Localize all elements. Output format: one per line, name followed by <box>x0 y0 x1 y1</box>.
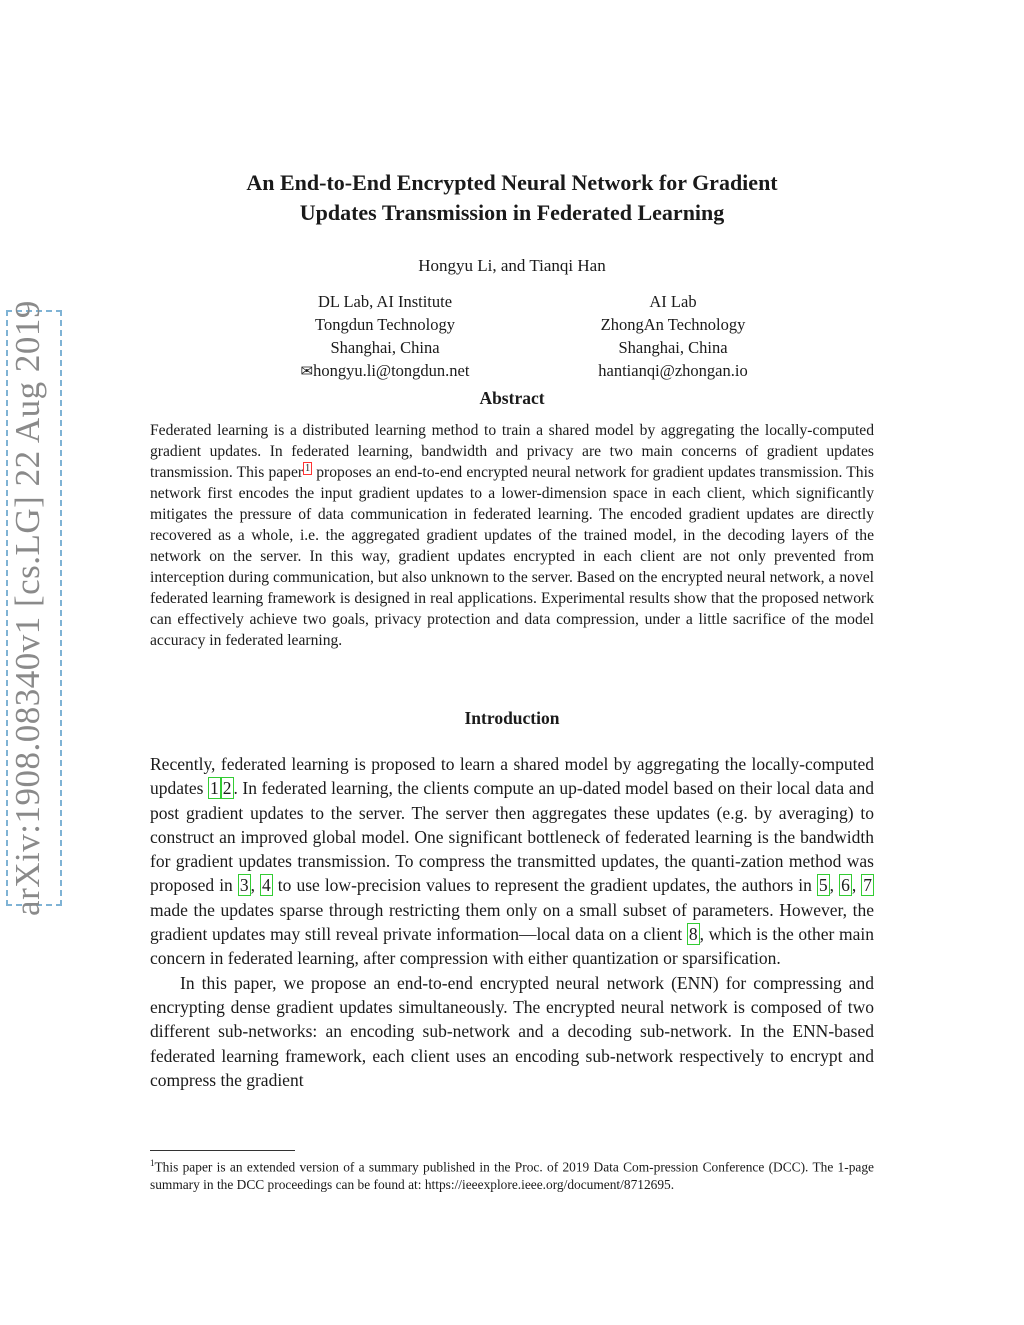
intro-text-span: Recently, federated learning is proposed to learn a shared model by aggregating the locally-computed updates <box>150 754 874 799</box>
affiliation-city: Shanghai, China <box>618 338 728 357</box>
abstract-text-2: proposes an end-to-end encrypted neural network for gradient updates transmission. This network first encodes the input gradient updates to a lower-dimension space in each client, which significantly mitigates the pressure of data communication in federated learning. The encoded gradient updates are directly recovered as a whole, i.e. the aggregated gradient updates of the trained model, in the decoding layers of the network on the server. In this way, gradient updates encrypted in each client are not only prevented from interception during communication, but also unknown to the server. Based on the encrypted neural network, a novel federated learning framework is designed in real applications. Experimental results show that the proposed network can effectively achieve two goals, privacy protection and data compression, under a little sacrifice of the model accuracy in federated learning. <box>150 464 874 649</box>
citation-link[interactable]: 7 <box>863 875 873 896</box>
affiliation-1 <box>255 290 515 384</box>
citation-link[interactable]: 8 <box>688 924 698 945</box>
footnote-ref-link[interactable]: 1 <box>305 462 311 474</box>
introduction-heading: Introduction <box>464 708 560 728</box>
citation-link[interactable]: 6 <box>841 875 850 896</box>
introduction-body <box>150 752 874 1092</box>
intro-text-span: . In federated learning, the clients compute an up-dated model based on their local data and post gradient updates to the server. The server then aggregates these updates (e.g. by averaging) to construct an improved global model. One significant bottleneck of federated learning is the bandwidth for gradient updates transmission. To compress the transmitted updates, the quanti-zation method was proposed in <box>150 778 874 896</box>
title-line-1: An End-to-End Encrypted Neural Network for Gradient <box>246 170 778 195</box>
citation-link[interactable]: 1 <box>210 778 219 799</box>
paper-title <box>150 168 874 228</box>
title-line-2: Updates Transmission in Federated Learning <box>299 200 725 225</box>
affiliation-2 <box>543 290 803 382</box>
citation-link[interactable]: 3 <box>239 875 249 896</box>
affiliation-email[interactable]: hongyu.li@tongdun.net <box>313 361 470 380</box>
citation-link[interactable]: 5 <box>818 875 828 896</box>
intro-paragraph-2: In this paper, we propose an end-to-end encrypted neural network (ENN) for compressing and encrypting dense gradient updates simultaneously. The encrypted neural network is composed of two different sub-networks: an encoding sub-network and a decoding sub-network. In the ENN-based federated learning framework, each client uses an encoding sub-network respectively to encrypt and compress the gradient <box>150 972 874 1090</box>
author-list: Hongyu Li, and Tianqi Han <box>418 256 606 275</box>
affiliation-email-line <box>255 359 515 384</box>
abstract-body <box>150 420 874 651</box>
intro-text-span: , which is the other main concern in federated learning, after compression with either quantization or sparsification. <box>150 924 874 969</box>
affiliation-org: Tongdun Technology <box>315 315 455 334</box>
affiliation-lab: AI Lab <box>649 292 697 311</box>
arxiv-identifier[interactable]: arXiv:1908.08340v1 [cs.LG] 22 Aug 2019 <box>8 300 47 916</box>
abstract-heading: Abstract <box>479 388 545 408</box>
intro-paragraph-1: Recently, federated learning is proposed to learn a shared model by aggregating the locally-computed updates 1 2 . In federated learning, the clients compute an up-dated model based on their local data and post gradient updates to the server. The server then aggregates these updates (e.g. by averaging) to construct an improved global model. One significant bottleneck of federated learning is the bandwidth for gradient updates transmission. To compress the transmitted updates, the quanti-zation method was proposed in 3 , 4 to use low-precision values to represent the gradient updates, the authors in 5 , 6 , 7 made the updates sparse through restricting them only on a small subset of parameters. However, the gradient updates may still reveal private information—local data on a client 8 , which is the other main concern in federated learning, after compression with either quantization or sparsification. <box>150 754 874 969</box>
affiliation-org: ZhongAn Technology <box>600 315 746 334</box>
footnote <box>150 1154 874 1194</box>
abstract-text-1: Federated learning is a distributed learning method to train a shared model by aggregating the locally-computed gradient updates. In federated learning, bandwidth and privacy are two main concerns of gradient updates transmission. This paper <box>150 422 874 481</box>
footnote-mark: 1 <box>150 1158 155 1168</box>
intro-text-span: made the updates sparse through restricting them only on a small subset of parameters. However, the gradient updates may still reveal private information—local data on a client <box>150 899 874 945</box>
footnote-text: This paper is an extended version of a summary published in the Proc. of 2019 Data Com-pression Conference (DCC). The 1-page summary in the DCC proceedings can be found at: https://ieeexplore.ieee.org/document/8712695. <box>150 1159 874 1193</box>
footnote-divider <box>150 1150 295 1151</box>
affiliation-lab: DL Lab, AI Institute <box>317 292 453 311</box>
intro-text-span: to use low-precision values to represent the gradient updates, the authors in <box>272 875 817 896</box>
citation-link[interactable]: 2 <box>222 778 232 799</box>
affiliation-email[interactable]: hantianqi@zhongan.io <box>598 361 748 380</box>
envelope-icon: ✉ <box>300 364 314 380</box>
citation-link[interactable]: 4 <box>262 875 271 896</box>
affiliation-city: Shanghai, China <box>330 338 440 357</box>
